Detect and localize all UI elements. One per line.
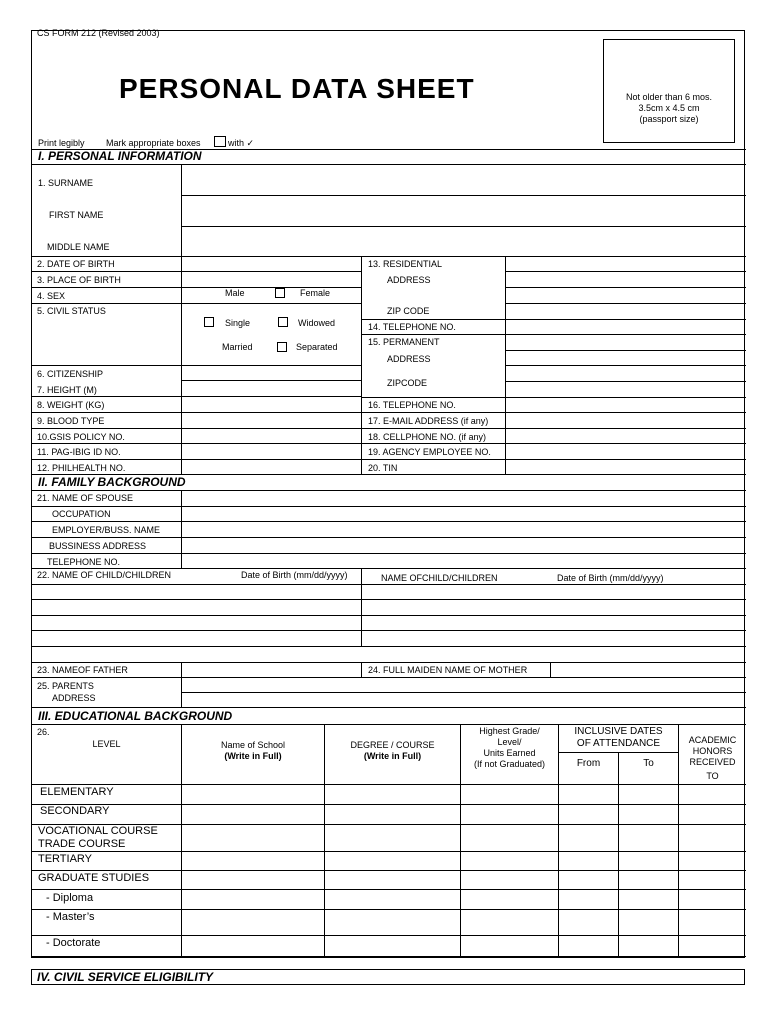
photo-note-line1: Not older than 6 mos. <box>625 92 713 102</box>
first-name-label: FIRST NAME <box>49 210 104 220</box>
section-civil-service-eligibility: IV. CIVIL SERVICE ELIGIBILITY <box>37 970 214 984</box>
section-family-background: II. FAMILY BACKGROUND <box>38 475 186 489</box>
residential-label: 13. RESIDENTIAL <box>368 259 443 269</box>
children-2-label: NAME OFCHILD/CHILDREN <box>381 573 498 583</box>
section-educational-background: III. EDUCATIONAL BACKGROUND <box>38 709 233 723</box>
permanent-label: 15. PERMANENT <box>368 337 440 347</box>
dob-label: 2. DATE OF BIRTH <box>37 259 115 269</box>
mother-name-field[interactable] <box>551 663 745 677</box>
father-name-field[interactable] <box>182 663 361 677</box>
mother-label: 24. FULL MAIDEN NAME OF MOTHER <box>368 665 528 675</box>
edu-dates-header-1: INCLUSIVE DATES <box>574 726 663 737</box>
edu-honors-header-1: ACADEMIC <box>688 735 737 745</box>
surname-field[interactable] <box>182 165 745 195</box>
edu-degree-sub: (Write in Full) <box>363 751 422 761</box>
telephone-16-label: 16. TELEPHONE NO. <box>368 400 456 410</box>
photo-note-line3: (passport size) <box>639 114 699 124</box>
telephone-14-label: 14. TELEPHONE NO. <box>368 322 456 332</box>
residential-address-field[interactable] <box>506 257 745 303</box>
children-dob-label: Date of Birth (mm/dd/yyyy) <box>241 570 348 580</box>
edu-masters-label: - Master’s <box>46 911 95 923</box>
surname-label: 1. SURNAME <box>38 178 94 188</box>
widowed-checkbox[interactable] <box>278 317 288 327</box>
page-title: PERSONAL DATA SHEET <box>119 73 475 104</box>
edu-grade-header-2: Level/ <box>497 737 522 747</box>
personal-data-sheet-form <box>31 30 745 958</box>
section-personal-information: I. PERSONAL INFORMATION <box>38 149 202 163</box>
photo-note-line2: 3.5cm x 4.5 cm <box>638 103 700 113</box>
citizenship-field[interactable] <box>182 366 361 380</box>
edu-tertiary-label: TERTIARY <box>38 853 92 865</box>
edu-level-header: LEVEL <box>92 739 121 749</box>
edu-honors-header-2: HONORS <box>692 746 733 756</box>
edu-from-header: From <box>576 758 601 769</box>
philhealth-label: 12. PHILHEALTH NO. <box>37 463 126 473</box>
separated-checkbox[interactable] <box>277 342 287 352</box>
sex-label: 4. SEX <box>37 291 66 301</box>
form-code: CS FORM 212 (Revised 2003) <box>37 28 160 38</box>
children-label: 22. NAME OF CHILD/CHILDREN <box>37 570 172 580</box>
blood-type-label: 9. BLOOD TYPE <box>37 416 105 426</box>
cellphone-label: 18. CELLPHONE NO. (if any) <box>368 432 487 442</box>
children-2-dob-label: Date of Birth (mm/dd/yyyy) <box>557 573 664 583</box>
photo-box[interactable] <box>603 39 735 143</box>
middle-name-field[interactable] <box>182 227 745 256</box>
spouse-name-field[interactable] <box>182 491 745 506</box>
male-label: Male <box>225 288 245 298</box>
parents-address-label: ADDRESS <box>52 693 96 703</box>
edu-diploma-label: - Diploma <box>46 892 94 904</box>
edu-graduate-label: GRADUATE STUDIES <box>38 872 150 884</box>
edu-grade-header-3: Units Earned <box>483 748 536 758</box>
spouse-telephone-label: TELEPHONE NO. <box>47 557 121 567</box>
edu-secondary-label: SECONDARY <box>40 805 110 817</box>
employer-label: EMPLOYER/BUSS. NAME <box>52 525 161 535</box>
example-checkbox <box>214 136 226 147</box>
father-label: 23. NAMEOF FATHER <box>37 665 128 675</box>
first-name-field[interactable] <box>182 196 745 226</box>
tin-label: 20. TIN <box>368 463 398 473</box>
edu-grade-header-1: Highest Grade/ <box>479 726 540 736</box>
agency-no-label: 19. AGENCY EMPLOYEE NO. <box>368 447 491 457</box>
edu-honors-header-4: TO <box>706 771 719 781</box>
zipcode-2-label: ZIPCODE <box>387 378 428 388</box>
height-field[interactable] <box>182 381 361 396</box>
edu-to-header: To <box>643 758 654 769</box>
parents-label: 25. PARENTS <box>37 681 94 691</box>
dob-field[interactable] <box>182 257 361 271</box>
civil-service-section-bar <box>31 969 745 985</box>
edu-honors-header-3: RECEIVED <box>689 757 736 767</box>
middle-name-label: MIDDLE NAME <box>47 242 110 252</box>
edu-elementary-label: ELEMENTARY <box>40 786 114 798</box>
with-check-note: with ✓ <box>228 138 255 148</box>
edu-school-header: Name of School <box>220 740 286 750</box>
business-address-label: BUSSINESS ADDRESS <box>49 541 147 551</box>
edu-school-sub: (Write in Full) <box>224 751 282 761</box>
edu-num-label: 26. <box>37 727 50 737</box>
edu-degree-header: DEGREE / COURSE <box>350 740 435 750</box>
female-label: Female <box>300 288 331 298</box>
zip-code-label: ZIP CODE <box>387 306 430 316</box>
spouse-label: 21. NAME OF SPOUSE <box>37 493 134 503</box>
edu-vocational-label-1: VOCATIONAL COURSE <box>38 825 158 837</box>
occupation-label: OCCUPATION <box>52 509 111 519</box>
edu-dates-header-2: OF ATTENDANCE <box>576 738 661 749</box>
pob-label: 3. PLACE OF BIRTH <box>37 275 121 285</box>
email-field[interactable] <box>506 413 745 428</box>
pob-field[interactable] <box>182 272 361 287</box>
married-label: Married <box>222 342 253 352</box>
print-legibly-note: Print legibly <box>38 138 85 148</box>
height-label: 7. HEIGHT (M) <box>37 385 97 395</box>
edu-vocational-label-2: TRADE COURSE <box>38 838 126 850</box>
mark-boxes-note: Mark appropriate boxes <box>106 138 201 148</box>
edu-doctorate-label: - Doctorate <box>46 937 101 949</box>
pagibig-label: 11. PAG-IBIG ID NO. <box>37 447 121 457</box>
widowed-label: Widowed <box>298 318 336 328</box>
female-checkbox[interactable] <box>275 288 285 298</box>
zip-code-field[interactable] <box>506 304 745 319</box>
email-label: 17. E-MAIL ADDRESS (if any) <box>368 416 489 426</box>
permanent-address-label: ADDRESS <box>387 354 431 364</box>
gsis-label: 10.GSIS POLICY NO. <box>37 432 125 442</box>
weight-label: 8. WEIGHT (KG) <box>37 400 105 410</box>
civil-status-label: 5. CIVIL STATUS <box>37 306 106 316</box>
citizenship-label: 6. CITIZENSHIP <box>37 369 104 379</box>
separated-label: Separated <box>296 342 338 352</box>
single-checkbox[interactable] <box>204 317 214 327</box>
single-label: Single <box>225 318 251 328</box>
edu-grade-header-4: (If not Graduated) <box>473 759 546 769</box>
residential-address-label: ADDRESS <box>387 275 431 285</box>
